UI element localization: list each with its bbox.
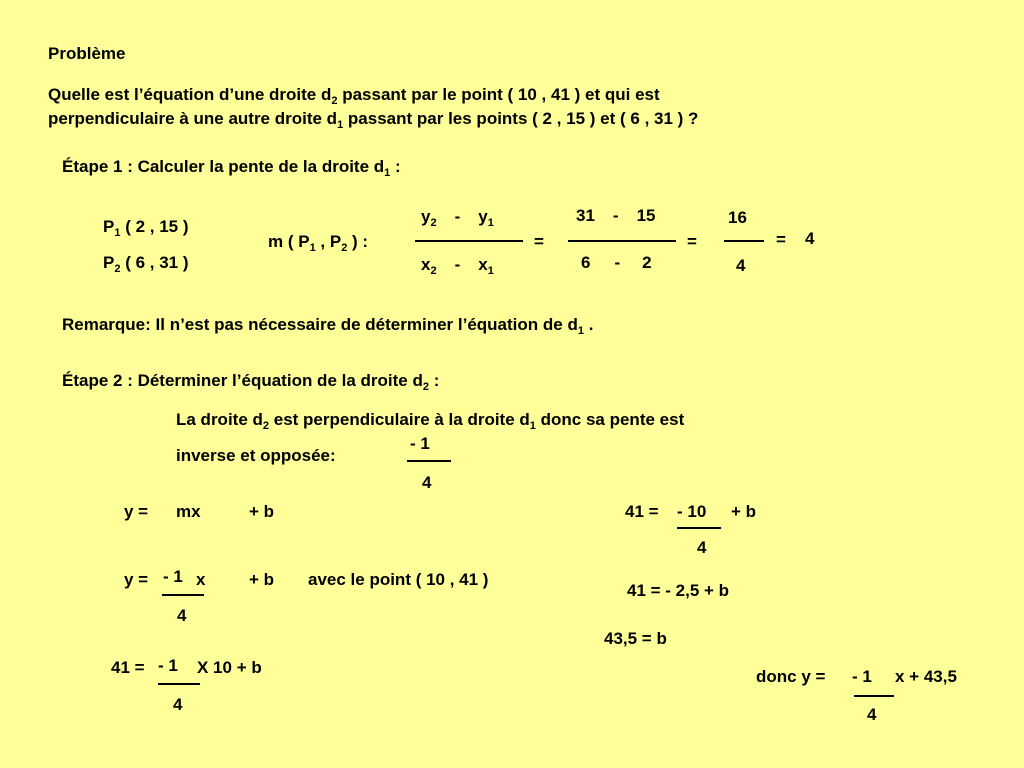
left-eq3-mul: X 10 + b bbox=[197, 658, 262, 677]
left-eq2-numerator: - 1 bbox=[163, 567, 183, 586]
left-eq2-x: x bbox=[196, 570, 206, 589]
subscript: 1 bbox=[384, 167, 391, 179]
minus-sign: - bbox=[454, 255, 461, 274]
final-numerator: - 1 bbox=[852, 667, 872, 686]
var: y bbox=[421, 207, 431, 226]
right-eq1-numerator: - 10 bbox=[677, 502, 707, 521]
question-line-2 bbox=[48, 109, 698, 129]
var: x bbox=[421, 255, 431, 274]
point-coords: ( 6 , 31 ) bbox=[120, 253, 189, 272]
subscript: 2 bbox=[422, 381, 429, 393]
step1-title-text: Étape 1 : Calculer la pente de la droite d bbox=[62, 157, 385, 176]
subscript: 1 bbox=[577, 325, 584, 337]
question-text: passant par le point ( 10 , 41 ) et qui est bbox=[337, 85, 660, 104]
fraction3-denominator: 4 bbox=[736, 256, 746, 275]
left-eq2-denominator: 4 bbox=[177, 606, 187, 625]
slope-text: ) : bbox=[347, 232, 369, 251]
right-eq2: 41 = - 2,5 + b bbox=[627, 581, 730, 600]
remark bbox=[62, 315, 593, 335]
subscript: 2 bbox=[114, 263, 121, 275]
question-text: perpendiculaire à une autre droite d bbox=[48, 109, 338, 128]
point-coords: ( 2 , 15 ) bbox=[120, 217, 189, 236]
step2-text: est perpendiculaire à la droite d bbox=[269, 410, 530, 429]
subscript: 1 bbox=[487, 217, 494, 229]
subscript: 1 bbox=[487, 265, 494, 277]
left-eq1-mx: mx bbox=[176, 502, 201, 521]
final-denominator: 4 bbox=[867, 705, 877, 724]
step2-line-1 bbox=[176, 410, 684, 430]
subscript: 2 bbox=[262, 420, 270, 432]
left-eq2-bar bbox=[162, 594, 204, 596]
fraction1-numerator bbox=[421, 207, 494, 227]
right-eq1-b: + b bbox=[731, 502, 757, 521]
slope-text: m ( P bbox=[268, 232, 310, 251]
slope-label bbox=[268, 232, 368, 252]
point-p1 bbox=[103, 217, 189, 237]
slope-result: 4 bbox=[805, 229, 815, 248]
slope-text: , P bbox=[315, 232, 342, 251]
right-eq1-denominator: 4 bbox=[697, 538, 707, 557]
final-lhs: donc y = bbox=[756, 667, 826, 686]
step1-title-text: : bbox=[390, 157, 401, 176]
subscript: 2 bbox=[430, 265, 437, 277]
fraction2-bar bbox=[568, 240, 676, 242]
number: 31 bbox=[576, 206, 595, 225]
fraction2-denominator bbox=[581, 253, 652, 273]
left-eq3-denominator: 4 bbox=[173, 695, 183, 714]
equals-sign: = bbox=[534, 232, 544, 251]
point-label: P bbox=[103, 253, 115, 272]
subscript: 2 bbox=[430, 217, 437, 229]
subscript: 1 bbox=[337, 119, 344, 131]
step2-title bbox=[62, 371, 439, 391]
subscript: 1 bbox=[114, 227, 121, 239]
left-eq3-numerator: - 1 bbox=[158, 656, 178, 675]
left-eq3-lhs: 41 = bbox=[111, 658, 145, 677]
subscript: 2 bbox=[341, 242, 348, 254]
question-text: Quelle est l’équation d’une droite d bbox=[48, 85, 332, 104]
page-title: Problème bbox=[48, 44, 126, 63]
perp-slope-bar bbox=[407, 460, 451, 462]
minus-sign: - bbox=[612, 206, 619, 225]
number: 2 bbox=[642, 253, 652, 272]
right-eq1-bar bbox=[677, 527, 721, 529]
left-eq3-bar bbox=[158, 683, 200, 685]
fraction2-numerator bbox=[576, 206, 656, 226]
left-eq2-b: + b bbox=[249, 570, 275, 589]
point-label: P bbox=[103, 217, 115, 236]
step2-title-text: Étape 2 : Déterminer l’équation de la droite d bbox=[62, 371, 423, 390]
left-eq1-b: + b bbox=[249, 502, 275, 521]
minus-sign: - bbox=[614, 253, 621, 272]
step2-text: La droite d bbox=[176, 410, 263, 429]
remark-text: Remarque: Il n’est pas nécessaire de déterminer l’équation de d bbox=[62, 315, 578, 334]
number: 15 bbox=[636, 206, 656, 225]
equals-sign: = bbox=[687, 232, 697, 251]
question-text: passant par les points ( 2 , 15 ) et ( 6 , 31 ) ? bbox=[343, 109, 699, 128]
remark-text: . bbox=[583, 315, 594, 334]
subscript: 1 bbox=[529, 420, 536, 432]
step2-title-text: : bbox=[428, 371, 440, 390]
var: y bbox=[478, 207, 488, 226]
fraction3-numerator: 16 bbox=[728, 208, 747, 227]
minus-sign: - bbox=[454, 207, 461, 226]
point-p2 bbox=[103, 253, 189, 273]
final-bar bbox=[854, 695, 894, 697]
equals-sign: = bbox=[776, 230, 786, 249]
number: 6 bbox=[581, 253, 591, 272]
step2-text: donc sa pente est bbox=[535, 410, 685, 429]
question-line-1 bbox=[48, 85, 660, 105]
fraction1-denominator bbox=[421, 255, 494, 275]
left-eq1-y: y = bbox=[124, 502, 149, 521]
subscript: 1 bbox=[309, 242, 316, 254]
perp-slope-numerator: - 1 bbox=[410, 434, 430, 453]
final-rest: x + 43,5 bbox=[895, 667, 957, 686]
step1-title bbox=[62, 157, 401, 177]
step2-line-2: inverse et opposée: bbox=[176, 446, 336, 465]
left-eq2-y: y = bbox=[124, 570, 149, 589]
var: x bbox=[478, 255, 488, 274]
perp-slope-denominator: 4 bbox=[422, 473, 432, 492]
right-eq3: 43,5 = b bbox=[604, 629, 667, 648]
fraction3-bar bbox=[724, 240, 764, 242]
fraction1-bar bbox=[415, 240, 523, 242]
subscript: 2 bbox=[331, 95, 338, 107]
left-eq2-point: avec le point ( 10 , 41 ) bbox=[308, 570, 489, 589]
right-eq1-lhs: 41 = bbox=[625, 502, 659, 521]
